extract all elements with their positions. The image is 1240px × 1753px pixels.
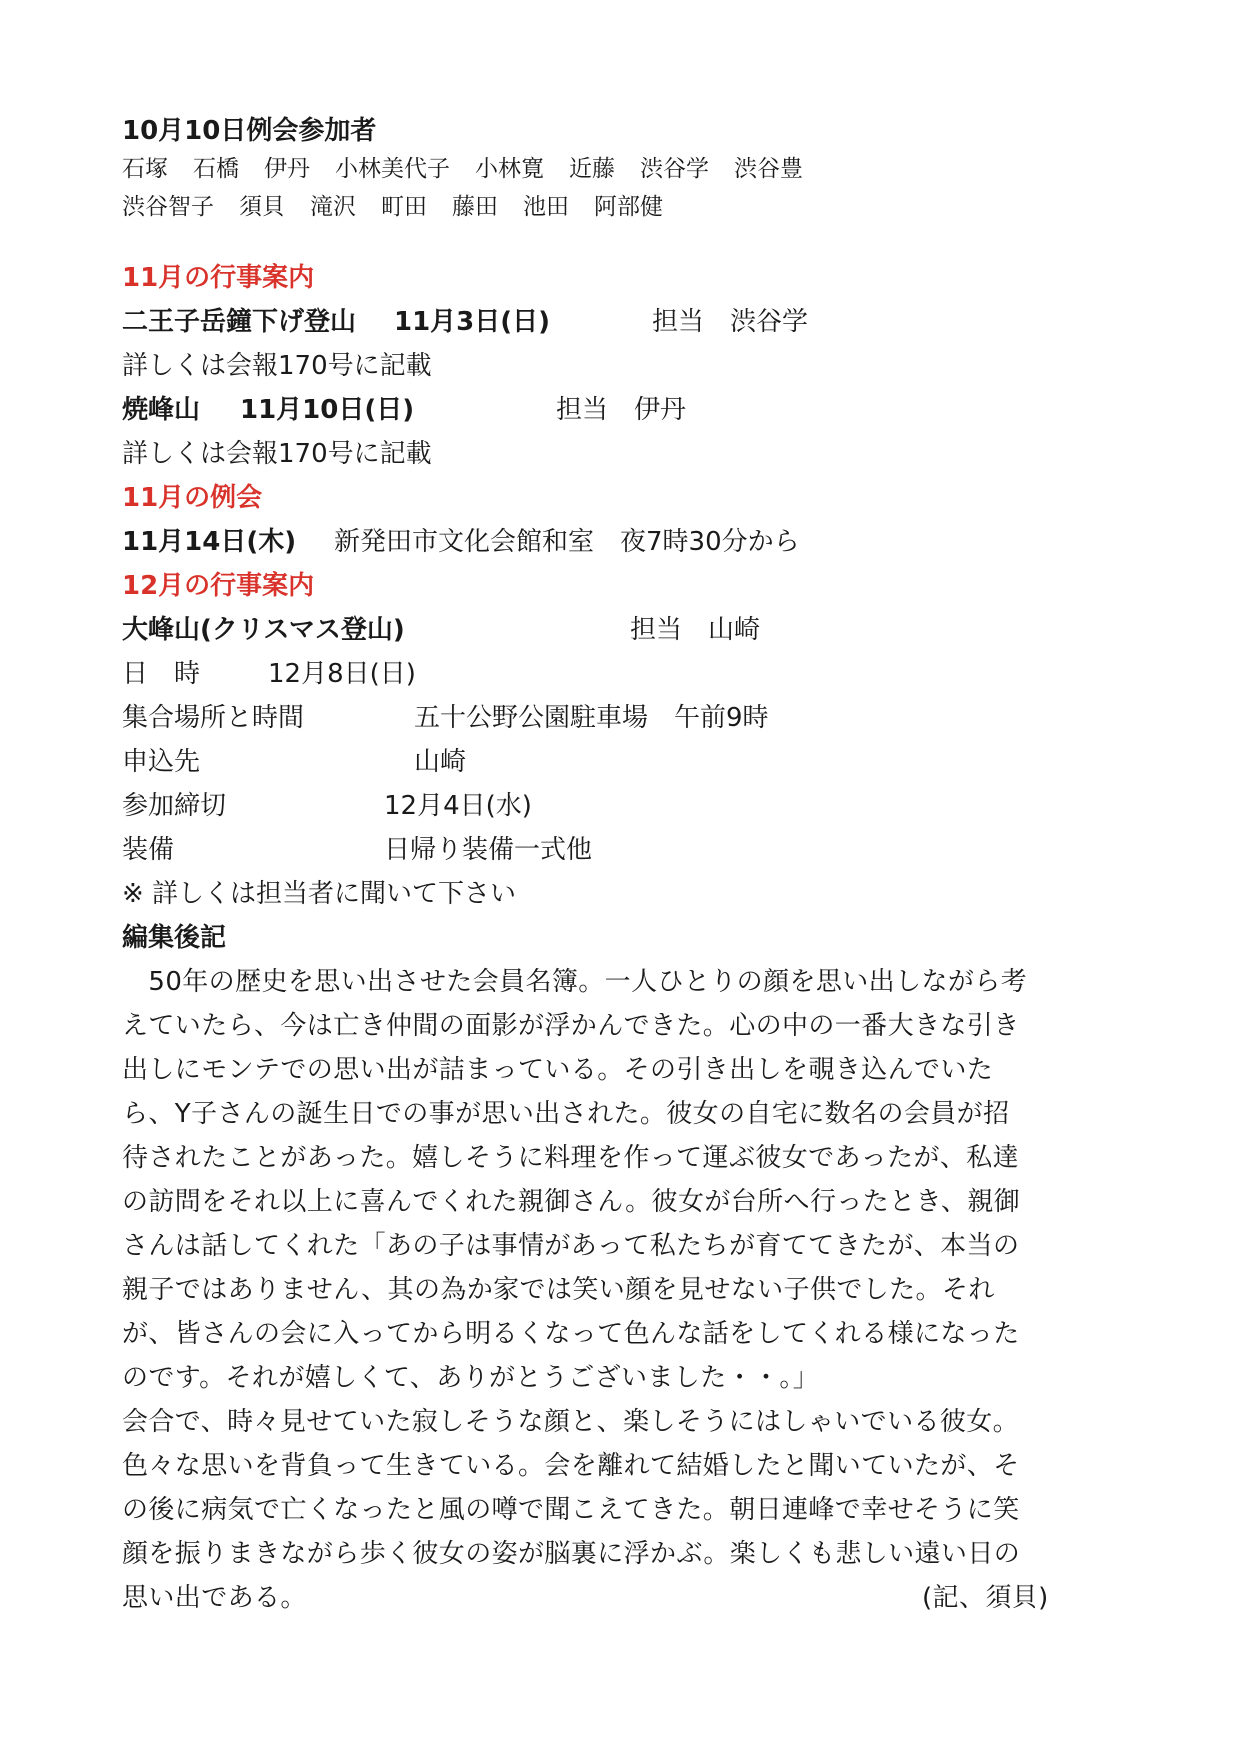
postscript-line: のです。それが嬉しくて、ありがとうございました・・。」 (122, 1363, 820, 1393)
event-nioujidake (122, 300, 1132, 344)
detail-value: 12月8日(日) (268, 659, 416, 689)
participant-name: 小林美代子 (335, 156, 450, 182)
nov-meeting-heading: 11月の例会 (122, 483, 263, 513)
postscript-line: 50年の歴史を思い出させた会員名簿。一人ひとりの顔を思い出しながら考 (122, 967, 1028, 997)
detail-value: 12月4日(水) (384, 791, 532, 821)
detail-row-equipment (122, 828, 1132, 872)
postscript-signature: (記、須貝) (922, 1583, 1049, 1613)
postscript-heading: 編集後記 (122, 923, 227, 953)
participant-name: 須貝 (239, 194, 285, 220)
participant-name: 渋谷豊 (734, 156, 803, 182)
event-staff: 担当 伊丹 (556, 395, 687, 425)
detail-label: 日 時 (122, 659, 201, 689)
postscript-line: 出しにモンテでの思い出が詰まっている。その引き出しを覗き込んでいた (122, 1055, 994, 1085)
postscript-line: 待されたことがあった。嬉しそうに料理を作って運ぶ彼女であったが、私達 (122, 1143, 1020, 1173)
event-date: 11月3日(日) (394, 307, 551, 337)
participant-name: 渋谷智子 (122, 194, 214, 220)
event-note: 詳しくは会報170号に記載 (122, 439, 432, 469)
participants-row-2 (122, 188, 1132, 226)
event-name: 焼峰山 (122, 395, 201, 425)
newsletter-page (122, 112, 1132, 1620)
participant-name: 近藤 (569, 156, 615, 182)
event-date: 11月10日(日) (240, 395, 415, 425)
participant-name: 滝沢 (310, 194, 356, 220)
participant-name: 伊丹 (264, 156, 310, 182)
postscript-line: が、皆さんの会に入ってから明るくなって色んな話をしてくれる様になった (122, 1319, 1020, 1349)
participants-row-1 (122, 150, 1132, 188)
participant-name: 石橋 (193, 156, 239, 182)
participant-name: 渋谷学 (640, 156, 709, 182)
detail-label: 集合場所と時間 (122, 703, 305, 733)
participant-name: 小林寛 (475, 156, 544, 182)
detail-value: 日帰り装備一式他 (384, 835, 593, 865)
event-staff: 担当 山崎 (630, 615, 761, 645)
participant-name: 町田 (381, 194, 427, 220)
postscript-line: 会合で、時々見せていた寂しそうな顔と、楽しそうにはしゃいでいる彼女。 (122, 1407, 1020, 1437)
postscript-line: ら、Y子さんの誕生日での事が思い出された。彼女の自宅に数名の会員が招 (122, 1099, 1010, 1129)
event-name: 二王子岳鐘下げ登山 (122, 307, 357, 337)
participants-title: 10月10日例会参加者 (122, 116, 377, 146)
postscript-body (122, 960, 1132, 1620)
postscript-line: さんは話してくれた「あの子は事情があって私たちが育ててきたが、本当の (122, 1231, 1020, 1261)
dec-events-heading: 12月の行事案内 (122, 571, 315, 601)
event-yakemine (122, 388, 1132, 432)
detail-note: ※ 詳しくは担当者に聞いて下さい (122, 879, 517, 909)
detail-value: 山崎 (414, 747, 467, 777)
detail-value: 五十公野公園駐車場 午前9時 (414, 703, 769, 733)
event-staff: 担当 渋谷学 (652, 307, 809, 337)
participant-name: 池田 (523, 194, 569, 220)
meeting-detail: 新発田市文化会館和室 夜7時30分から (334, 527, 800, 557)
postscript-line: えていたら、今は亡き仲間の面影が浮かんできた。心の中の一番大きな引き (122, 1011, 1020, 1041)
meeting-date: 11月14日(木) (122, 527, 297, 557)
detail-label: 申込先 (122, 747, 201, 777)
detail-row-deadline (122, 784, 1132, 828)
participant-name: 阿部健 (594, 194, 663, 220)
postscript-last-line (122, 1576, 1132, 1620)
detail-row-datetime (122, 652, 1132, 696)
participant-name: 石塚 (122, 156, 168, 182)
postscript-line: 色々な思いを背負って生きている。会を離れて結婚したと聞いていたが、そ (122, 1451, 1020, 1481)
postscript-line: 思い出である。 (122, 1583, 307, 1613)
detail-row-apply-to (122, 740, 1132, 784)
detail-label: 参加締切 (122, 791, 227, 821)
detail-row-meeting-place (122, 696, 1132, 740)
postscript-line: 親子ではありません、其の為か家では笑い顔を見せない子供でした。それ (122, 1275, 995, 1305)
event-note: 詳しくは会報170号に記載 (122, 351, 432, 381)
nov-meeting-row (122, 520, 1132, 564)
postscript-line: の訪問をそれ以上に喜んでくれた親御さん。彼女が台所へ行ったとき、親御 (122, 1187, 1021, 1217)
postscript-line: の後に病気で亡くなったと風の噂で聞こえてきた。朝日連峰で幸せそうに笑 (122, 1495, 1020, 1525)
participant-name: 藤田 (452, 194, 498, 220)
event-oominesan (122, 608, 1132, 652)
postscript-line: 顔を振りまきながら歩く彼女の姿が脳裏に浮かぶ。楽しくも悲しい遠い日の (122, 1539, 1021, 1569)
detail-label: 装備 (122, 835, 175, 865)
nov-events-heading: 11月の行事案内 (122, 263, 315, 293)
event-name: 大峰山(クリスマス登山) (122, 615, 405, 645)
